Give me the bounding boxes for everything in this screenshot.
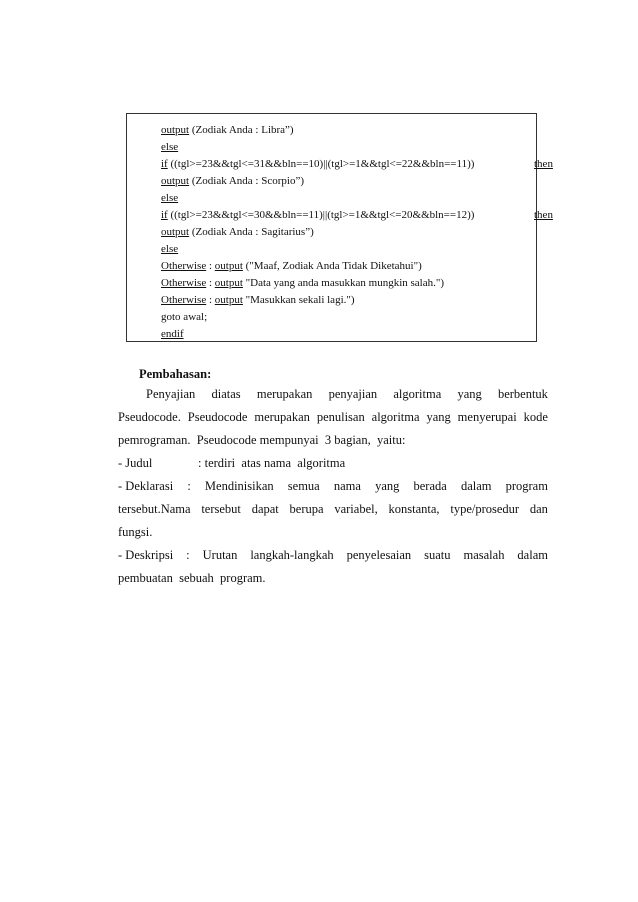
word: Pseudocode. [118,410,181,424]
code-keyword: output [214,260,243,272]
code-text: ("Maaf, Zodiak Anda Tidak Diketahui") [242,260,422,272]
code-text: goto awal; [161,311,208,323]
paragraph-line [146,387,548,402]
code-keyword: endif [161,328,184,340]
code-line-11 [161,294,355,307]
word: diatas [211,387,241,401]
code-text: "Masukkan sekali lagi.") [242,294,355,306]
code-keyword: output [161,124,190,136]
word: dan [529,502,548,516]
word: algoritma [393,387,442,401]
word: semua [287,479,320,493]
word: Pseudocode [187,410,248,424]
paragraph-line [118,410,548,425]
code-text: ((tgl>=23&&tgl<=31&&bln==10)||(tgl>=1&&tgl<=22&&bln==11)) [167,158,475,170]
paragraph-line: pembuatan sebuah program. [118,571,266,585]
code-keyword: output [214,294,243,306]
code-keyword: Otherwise [161,277,207,289]
code-line-5 [161,192,178,205]
code-keyword: else [161,243,179,255]
code-text: : [206,260,215,272]
word: algoritma [371,410,420,424]
section-heading: Pembahasan: [139,367,212,381]
code-line-12 [161,311,207,324]
code-text: : [206,294,215,306]
word: tersebut.Nama [118,502,191,516]
word: - Deklarasi [118,479,174,493]
code-text: (Zodiak Anda : Scorpio”) [189,175,304,187]
word: penulisan [316,410,365,424]
word: dapat [251,502,279,516]
word: penyajian [328,387,378,401]
code-line-9 [161,260,422,273]
paragraph-line [118,502,548,517]
pseudocode-box [126,113,553,342]
word: yang [426,410,451,424]
code-text: : [206,277,215,289]
code-line-6 [161,209,553,222]
word: penyelesaian [346,548,412,562]
paragraph-line: pemrograman. Pseudocode mempunyai 3 bagian, yaitu: [118,433,406,447]
paragraph-line [118,548,548,563]
code-keyword: Otherwise [161,294,207,306]
word: masalah [463,548,505,562]
code-line-3 [161,158,553,171]
code-line-13 [161,328,184,341]
code-line-2 [161,141,178,154]
word: Mendinisikan [204,479,274,493]
word: kode [523,410,548,424]
word: tersebut [201,502,241,516]
word: dalam [460,479,492,493]
code-keyword-then: then [534,209,553,221]
word: - Deskripsi [118,548,174,562]
word: : [187,479,191,493]
word: Penyajian [146,387,196,401]
code-keyword: if [161,209,168,221]
code-line-8 [161,243,178,256]
word: yang [457,387,482,401]
code-text: (Zodiak Anda : Libra”) [189,124,294,136]
word: dalam [517,548,548,562]
word: menyerupai [457,410,517,424]
code-keyword-then: then [534,158,553,170]
code-text: ((tgl>=23&&tgl<=30&&bln==11)||(tgl>=1&&tgl<=20&&bln==12)) [167,209,475,221]
code-keyword: else [161,192,179,204]
word: merupakan [254,410,310,424]
code-line-10 [161,277,444,290]
judul-text: : terdiri atas nama algoritma [198,456,346,470]
word: suatu [424,548,451,562]
code-keyword: Otherwise [161,260,207,272]
code-line-4 [161,175,304,188]
word: nama [333,479,361,493]
paragraph-line [118,479,548,494]
judul-label: - Judul [118,456,153,470]
word: variabel, [334,502,378,516]
word: berupa [289,502,324,516]
word: type/prosedur [450,502,520,516]
word: : [186,548,190,562]
code-line-7 [161,226,314,239]
code-keyword: else [161,141,179,153]
code-keyword: output [161,226,190,238]
code-text: (Zodiak Anda : Sagitarius”) [189,226,314,238]
code-line-1 [161,124,294,137]
word: langkah-langkah [250,548,334,562]
code-text: "Data yang anda masukkan mungkin salah.") [242,277,445,289]
word: konstanta, [388,502,440,516]
word: merupakan [256,387,313,401]
word: yang [375,479,400,493]
paragraph-line: fungsi. [118,525,153,539]
word: Urutan [202,548,238,562]
code-keyword: output [161,175,190,187]
code-keyword: if [161,158,168,170]
word: berbentuk [497,387,548,401]
word: program [505,479,548,493]
word: berada [413,479,447,493]
code-keyword: output [214,277,243,289]
